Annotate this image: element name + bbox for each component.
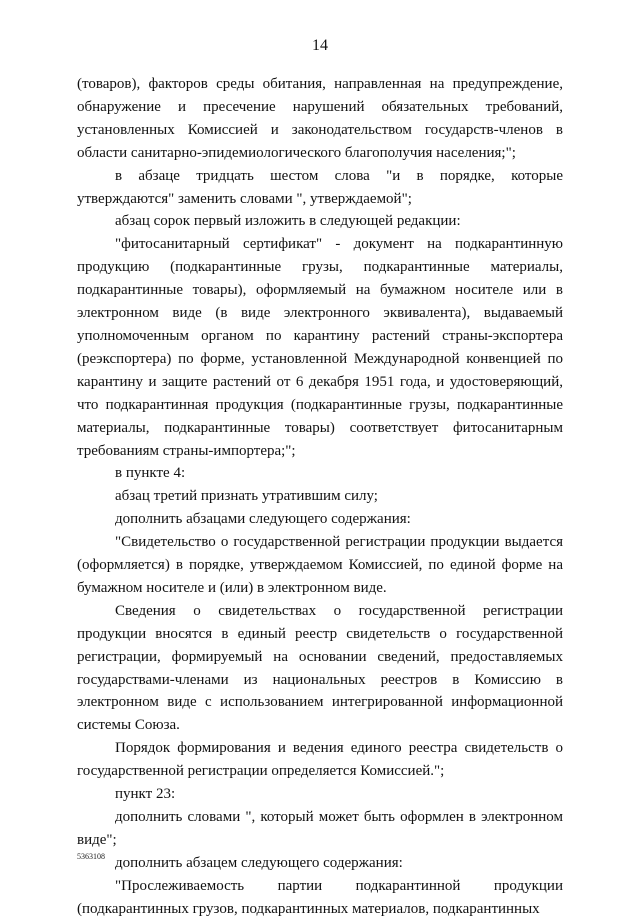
paragraph-point-23: пункт 23: <box>115 786 176 803</box>
paragraph-add-abzac: дополнить абзацем следующего содержания: <box>115 854 403 871</box>
paragraph-registry-info: Сведения о свидетельствах о государственной регистрации продукции вносятся в единый реестр свидетельств о государственной регистрации, формируемый на основании сведений, предоставляемых государствами-членами из национальных реестров в Комиссию в электронном виде с использованием интегрированной информационной системы Союза. <box>77 602 563 734</box>
page-number: 14 <box>312 37 328 54</box>
paragraph-phyto-certificate-definition: "фитосанитарный сертификат" - документ на подкарантинную продукцию (подкарантинные грузы, подкарантинные материалы, подкарантинные товары), оформляемый на бумажном носителе или в электронном виде (в виде электронного эквивалента), выдаваемый уполномоченным органом по карантину растений страны-экспортера (реэкспортера) по форме, установленной Международной конвенцией по карантину и защите растений от 6 декабря 1951 года, и удостоверяющий, что подкарантинная продукция (подкарантинные грузы, подкарантинные материалы, подкарантинные товары) соответствует фитосанитарным требованиям страны-импортера;"; <box>77 236 563 459</box>
paragraph-add-abzacs: дополнить абзацами следующего содержания: <box>115 511 411 528</box>
paragraph-point-4: в пункте 4: <box>115 465 186 482</box>
document-body <box>77 73 563 921</box>
document-code: 5363108 <box>77 852 105 861</box>
paragraph-registration-certificate: "Свидетельство о государственной регистрации продукции выдается (оформляется) в порядке, утверждаемом Комиссией, по единой форме на бумажном носителе и (или) в электронном виде. <box>77 534 563 596</box>
paragraph-abzac-3-void: абзац третий признать утратившим силу; <box>115 488 378 505</box>
paragraph-amendment-41-intro: абзац сорок первый изложить в следующей редакции: <box>115 213 461 230</box>
paragraph-traceability: "Прослеживаемость партии подкарантинной продукции (подкарантинных грузов, подкарантинных материалов, подкарантинных <box>77 877 563 917</box>
paragraph-continuation: (товаров), факторов среды обитания, направленная на предупреждение, обнаружение и пресечение нарушений обязательных требований, установленных Комиссией и законодательством государств-членов в области санитарно-эпидемиологического благополучия населения;"; <box>77 76 563 161</box>
paragraph-add-words: дополнить словами ", который может быть оформлен в электронном виде"; <box>77 809 563 848</box>
paragraph-registry-procedure: Порядок формирования и ведения единого реестра свидетельств о государственной регистрации определяется Комиссией."; <box>77 740 563 780</box>
paragraph-amendment-36: в абзаце тридцать шестом слова "и в порядке, которые утверждаются" заменить словами ", утверждаемой"; <box>77 167 563 207</box>
